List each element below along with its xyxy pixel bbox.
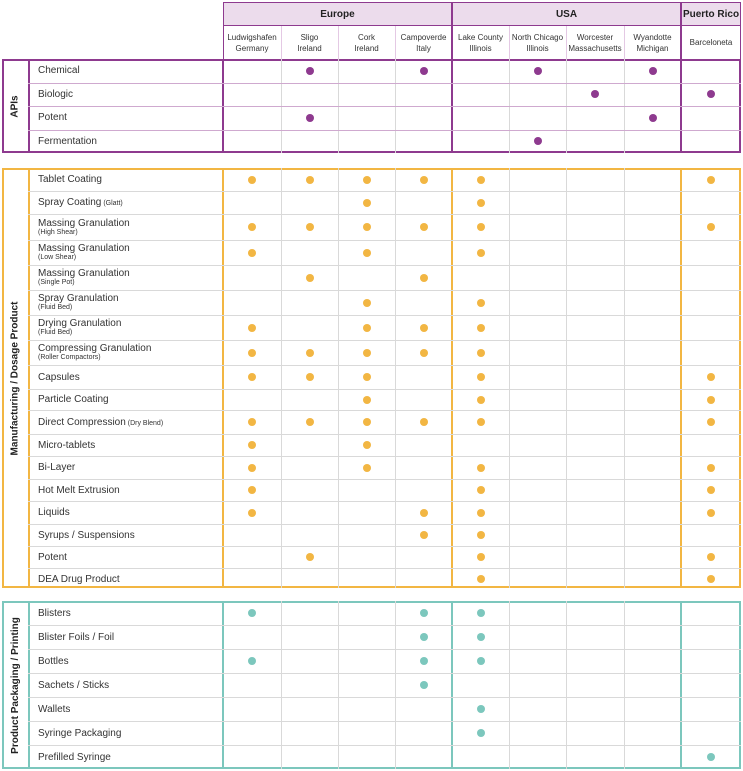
- row-label: [38, 265, 221, 290]
- capability-dot: [707, 223, 715, 231]
- capability-dot: [363, 199, 371, 207]
- capability-dot: [420, 509, 428, 517]
- row-label-main: Potent: [38, 112, 67, 124]
- site-name: Barceloneta: [689, 38, 733, 47]
- row-label-main: Massing Granulation: [38, 217, 130, 229]
- capability-dot: [363, 249, 371, 257]
- capability-dot: [248, 441, 256, 449]
- capability-dot: [363, 176, 371, 184]
- row-label: [38, 410, 221, 434]
- row-label-main: Compressing Granulation: [38, 343, 152, 354]
- capability-dot: [363, 373, 371, 381]
- site-header: [452, 26, 509, 59]
- site-header: [509, 26, 566, 59]
- capability-dot: [477, 633, 485, 641]
- capability-dot: [363, 418, 371, 426]
- row-label-main: Spray Coating (Glatt): [38, 197, 123, 208]
- capability-dot: [306, 553, 314, 561]
- capability-dot: [363, 396, 371, 404]
- grid-line: [566, 601, 567, 769]
- row-label-main: Syringe Packaging: [38, 727, 122, 739]
- capability-dot: [363, 464, 371, 472]
- row-label: [38, 479, 221, 501]
- grid-line: [222, 168, 224, 588]
- grid-line: [680, 601, 682, 769]
- capability-dot: [477, 373, 485, 381]
- row-label: [38, 546, 221, 568]
- capability-dot: [420, 418, 428, 426]
- capability-dot: [477, 418, 485, 426]
- capability-dot: [306, 418, 314, 426]
- row-label: [38, 315, 221, 340]
- section-label-divider: [28, 601, 30, 769]
- grid-line: [338, 26, 339, 59]
- site-header: [681, 26, 741, 59]
- row-label: [38, 434, 221, 456]
- row-label: [38, 601, 221, 625]
- section-label-packaging: [2, 601, 28, 769]
- site-name: Sligo: [300, 32, 319, 42]
- grid-line: [451, 168, 453, 588]
- site-header: [566, 26, 624, 59]
- row-label-qualifier: (Dry Blend): [125, 419, 164, 427]
- capability-dot: [363, 441, 371, 449]
- site-location: Italy: [416, 43, 431, 53]
- grid-line: [624, 601, 625, 769]
- region-header-puerto-rico: Puerto Rico: [681, 2, 741, 26]
- capability-dot: [707, 176, 715, 184]
- capability-dot: [477, 249, 485, 257]
- row-label-main: Fermentation: [38, 135, 97, 147]
- capability-dot: [477, 531, 485, 539]
- capability-dot: [248, 464, 256, 472]
- grid-line: [395, 601, 396, 769]
- capability-dot: [477, 509, 485, 517]
- grid-line: [338, 601, 339, 769]
- capability-dot: [707, 396, 715, 404]
- site-location: Michigan: [636, 43, 669, 53]
- grid-line: [222, 601, 224, 769]
- region-separator: [451, 2, 453, 59]
- row-label-main: Direct Compression (Dry Blend): [38, 416, 164, 428]
- row-label-main: Biologic: [38, 88, 74, 100]
- capability-dot: [420, 176, 428, 184]
- row-label: [38, 568, 221, 591]
- site-name: Ludwigshafen: [227, 32, 277, 42]
- row-label-qualifier: (Roller Compactors): [38, 354, 101, 361]
- capability-dot: [477, 199, 485, 207]
- row-label: [38, 130, 221, 154]
- capability-dot: [363, 223, 371, 231]
- capability-dot: [306, 67, 314, 75]
- row-label: [38, 456, 221, 479]
- capability-dot: [248, 418, 256, 426]
- row-label: [38, 168, 221, 191]
- capability-dot: [477, 609, 485, 617]
- site-name: North Chicago: [511, 32, 564, 42]
- capability-dot: [477, 299, 485, 307]
- capability-dot: [420, 609, 428, 617]
- row-label-main: Bottles: [38, 655, 69, 667]
- capability-dot: [420, 324, 428, 332]
- grid-line: [509, 168, 510, 588]
- capability-dot: [477, 324, 485, 332]
- capability-dot: [477, 729, 485, 737]
- grid-line: [509, 601, 510, 769]
- region-header-usa: USA: [452, 2, 681, 26]
- section-label-manufacturing: [2, 168, 28, 588]
- capability-dot: [248, 324, 256, 332]
- grid-line: [338, 168, 339, 588]
- capability-dot: [477, 486, 485, 494]
- capability-dot: [363, 349, 371, 357]
- grid-line: [395, 168, 396, 588]
- row-label: [38, 191, 221, 214]
- capability-dot: [477, 553, 485, 561]
- row-label: [38, 721, 221, 745]
- site-name: Lake County: [458, 32, 503, 42]
- row-label-qualifier: (High Shear): [38, 228, 78, 236]
- capability-dot: [248, 509, 256, 517]
- grid-line: [566, 26, 567, 59]
- capability-dot: [248, 349, 256, 357]
- row-label: [38, 240, 221, 265]
- capability-dot: [420, 657, 428, 665]
- row-label: [38, 649, 221, 673]
- row-label-qualifier: (Low Shear): [38, 254, 77, 261]
- row-label-main: Potent: [38, 551, 67, 563]
- capability-dot: [306, 349, 314, 357]
- site-name: Worcester: [576, 32, 614, 42]
- row-label-main: Particle Coating: [38, 394, 109, 405]
- row-label-main: Massing Granulation: [38, 243, 130, 254]
- grid-line: [624, 168, 625, 588]
- capability-dot: [420, 681, 428, 689]
- row-label-qualifier: (Fluid Bed): [38, 329, 73, 336]
- capability-dot: [363, 299, 371, 307]
- capability-dot: [306, 114, 314, 122]
- row-label: [38, 524, 221, 546]
- site-location: Germany: [235, 43, 269, 53]
- capability-dot: [477, 223, 485, 231]
- capability-dot: [707, 464, 715, 472]
- row-label: [38, 59, 221, 83]
- row-label-qualifier: (Single Pot): [38, 279, 75, 286]
- grid-line: [281, 26, 282, 59]
- row-label: [38, 214, 221, 240]
- row-label-main: Spray Granulation: [38, 293, 119, 304]
- row-label-main: Wallets: [38, 703, 71, 715]
- row-label: [38, 745, 221, 769]
- site-name: Campoverde: [400, 32, 447, 42]
- site-name: Cork: [358, 32, 375, 42]
- capability-dot: [477, 349, 485, 357]
- site-header: [395, 26, 452, 59]
- capability-dot: [248, 657, 256, 665]
- region-header-europe: Europe: [223, 2, 452, 26]
- capability-dot: [477, 575, 485, 583]
- capability-dot: [248, 373, 256, 381]
- capability-dot: [420, 349, 428, 357]
- row-label: [38, 389, 221, 410]
- grid-line: [624, 26, 625, 59]
- grid-line: [566, 168, 567, 588]
- capability-dot: [363, 324, 371, 332]
- capability-dot: [420, 633, 428, 641]
- capability-dot: [477, 657, 485, 665]
- site-location: Ireland: [354, 43, 379, 53]
- section-label-text: APIs: [9, 94, 21, 118]
- capability-dot: [248, 249, 256, 257]
- row-label-main: Bi-Layer: [38, 462, 76, 473]
- row-label: [38, 501, 221, 524]
- row-label-main: Drying Granulation: [38, 318, 122, 329]
- site-location: Ireland: [297, 43, 322, 53]
- section-label-text: Manufacturing / Dosage Product: [9, 301, 21, 455]
- capability-dot: [477, 705, 485, 713]
- capability-dot: [707, 509, 715, 517]
- section-label-apis: [2, 59, 28, 153]
- site-header: [223, 26, 281, 59]
- grid-line: [451, 601, 453, 769]
- row-label: [38, 673, 221, 697]
- site-location: Illinois: [526, 43, 549, 53]
- row-label-main: Chemical: [38, 65, 80, 77]
- capability-dot: [306, 373, 314, 381]
- capability-dot: [707, 418, 715, 426]
- row-label-main: DEA Drug Product: [38, 573, 120, 585]
- capability-dot: [420, 531, 428, 539]
- row-label: [38, 106, 221, 130]
- capability-dot: [707, 486, 715, 494]
- grid-line: [509, 26, 510, 59]
- capability-dot: [248, 223, 256, 231]
- row-label-main: Liquids: [38, 507, 70, 518]
- capability-dot: [477, 464, 485, 472]
- region-separator: [680, 2, 682, 59]
- site-name: Wyandotte: [633, 32, 672, 42]
- section-label-text: Product Packaging / Printing: [9, 616, 21, 754]
- section-label-divider: [28, 168, 30, 588]
- capability-dot: [707, 553, 715, 561]
- row-label-main: Micro-tablets: [38, 439, 96, 451]
- row-label-main: Sachets / Sticks: [38, 679, 110, 691]
- site-location: Illinois: [469, 43, 492, 53]
- row-label-main: Syrups / Suspensions: [38, 529, 135, 541]
- capability-dot: [420, 223, 428, 231]
- capability-dot: [248, 176, 256, 184]
- row-label-main: Blisters: [38, 607, 71, 619]
- capability-dot: [477, 176, 485, 184]
- row-label-main: Hot Melt Extrusion: [38, 484, 120, 496]
- grid-line: [281, 601, 282, 769]
- row-label-main: Capsules: [38, 371, 80, 383]
- capability-dot: [248, 486, 256, 494]
- capability-dot: [649, 67, 657, 75]
- capability-dot: [707, 373, 715, 381]
- grid-line: [680, 168, 682, 588]
- capability-dot: [420, 67, 428, 75]
- row-label: [38, 365, 221, 389]
- row-label: [38, 290, 221, 315]
- capability-dot: [649, 114, 657, 122]
- capability-dot: [306, 176, 314, 184]
- site-header: [624, 26, 681, 59]
- grid-line: [395, 26, 396, 59]
- capability-dot: [707, 753, 715, 761]
- capability-dot: [534, 67, 542, 75]
- capability-dot: [420, 274, 428, 282]
- capability-dot: [248, 609, 256, 617]
- row-label-main: Tablet Coating: [38, 174, 102, 185]
- site-location: Massachusetts: [568, 43, 622, 53]
- row-label: [38, 625, 221, 649]
- capability-dot: [306, 223, 314, 231]
- grid-line: [281, 168, 282, 588]
- row-label: [38, 83, 221, 107]
- row-label: [38, 340, 221, 365]
- row-label-main: Blister Foils / Foil: [38, 631, 115, 643]
- capability-dot: [534, 137, 542, 145]
- row-label-main: Prefilled Syringe: [38, 751, 111, 763]
- row-label-main: Massing Granulation: [38, 268, 130, 279]
- capability-dot: [306, 274, 314, 282]
- site-header: [338, 26, 395, 59]
- capability-dot: [477, 396, 485, 404]
- row-label-qualifier: (Fluid Bed): [38, 304, 73, 311]
- row-label: [38, 697, 221, 721]
- row-label-qualifier: (Glatt): [101, 200, 123, 207]
- site-header: [281, 26, 338, 59]
